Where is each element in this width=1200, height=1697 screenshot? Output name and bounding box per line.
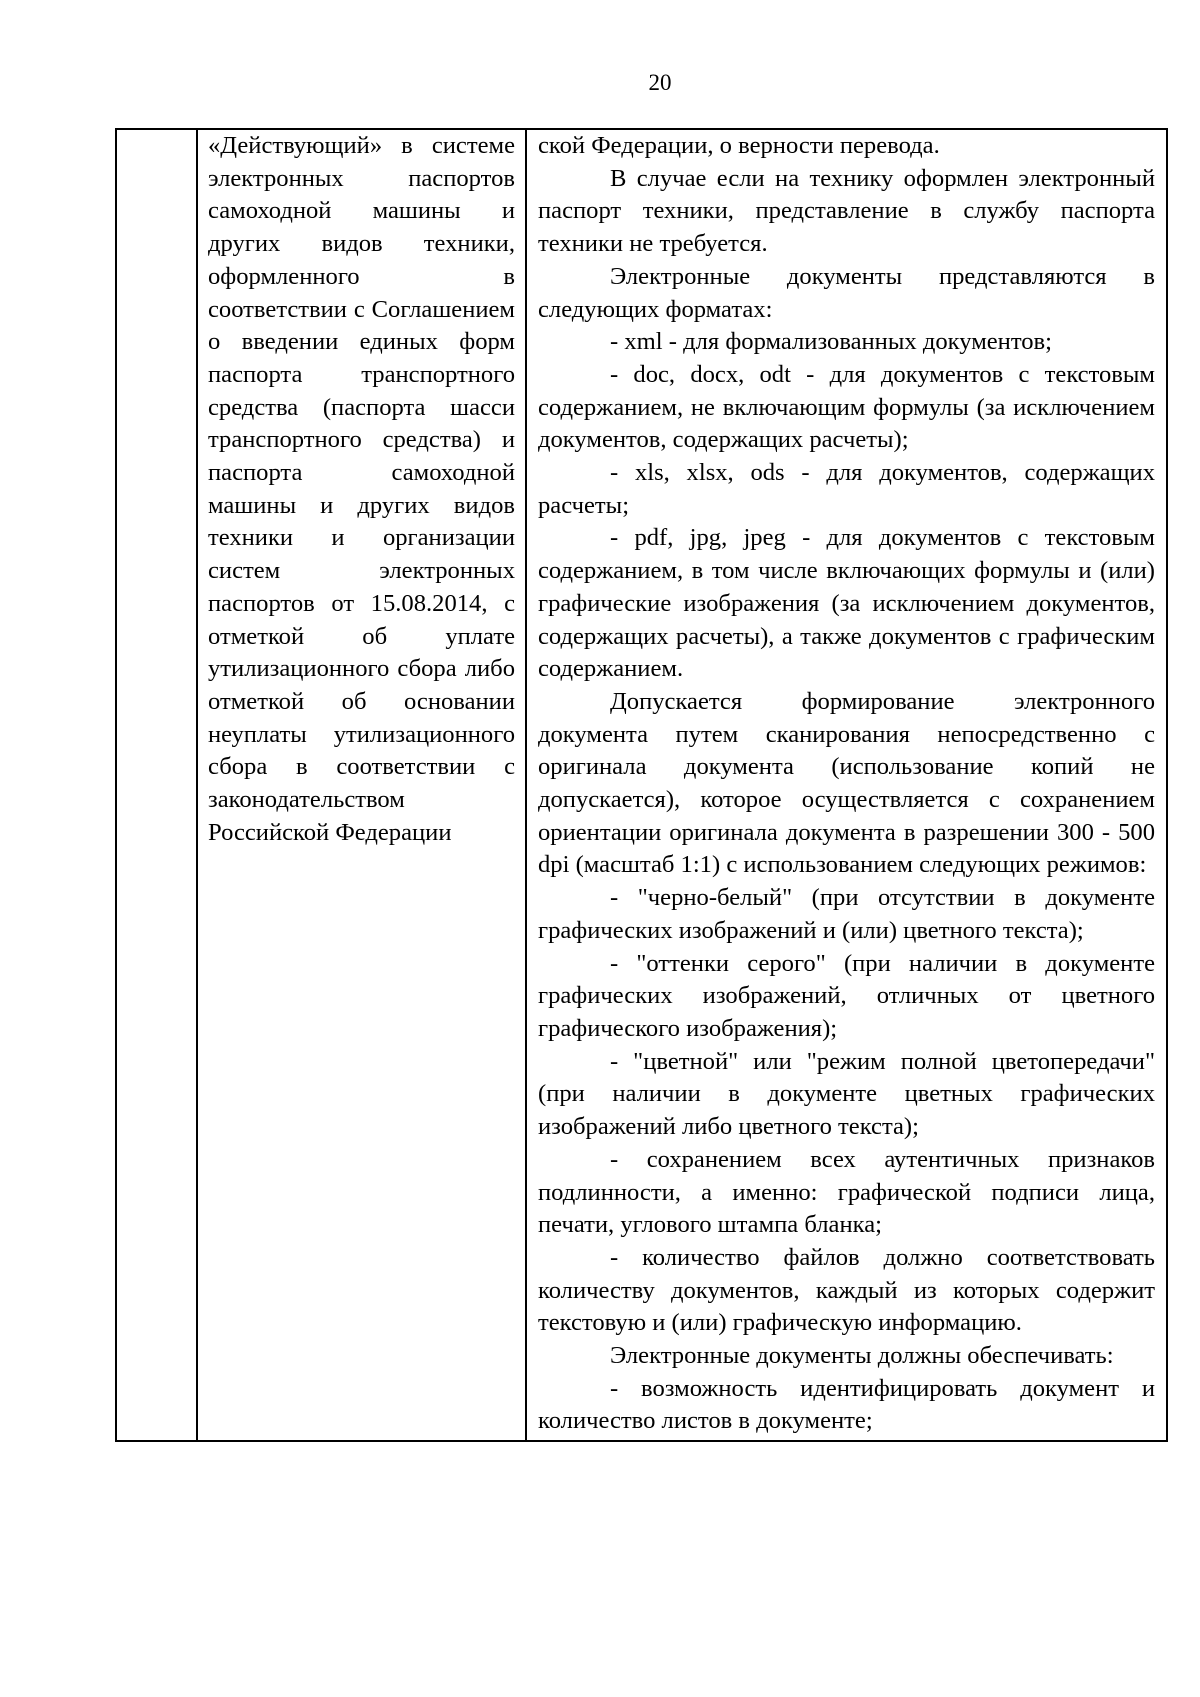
requirement-paragraph: - xls, xlsx, ods - для документов, содержащих расчеты; [538, 459, 1155, 519]
requirement-paragraph: - сохранением всех аутентичных признаков подлинности, а именно: графической подписи лица, печати, углового штампа бланка; [538, 1145, 1155, 1239]
requirement-paragraph: Электронные документы представляются в следующих форматах: [538, 262, 1155, 323]
page-number: 20 [648, 70, 672, 95]
table-row [116, 129, 1167, 1441]
requirements-text [538, 130, 1155, 1438]
requirement-paragraph: В случае если на технику оформлен электронный паспорт техники, представление в службу паспорта техники не требуется. [538, 164, 1155, 258]
requirements-cell [526, 129, 1167, 1441]
document-name-text: «Действующий» в системе электронных паспортов самоходной машины и других видов техники, оформленного в соответствии с Соглашением о введении единых форм паспорта транспортного средства (паспорта шасси транспортного средства) и паспорта самоходной машины и других видов техники и организации систем электронных паспортов от 15.08.2014, с отметкой об уплате утилизационного сбора либо отметкой об основании неуплаты утилизационного сбора в соответствии с законодательством Российской Федерации [208, 132, 515, 846]
requirement-paragraph: - "цветной" или "режим полной цветопередачи" (при наличии в документе цветных графических изображений либо цветного текста); [538, 1047, 1155, 1141]
requirement-paragraph: Допускается формирование электронного документа путем сканирования непосредственно с оригинала документа (использование копий не допускается), которое осуществляется с сохранением ориентации оригинала документа в разрешении 300 - 500 dpi (масштаб 1:1) с использованием следующих режимов: [538, 687, 1155, 879]
requirement-paragraph: - pdf, jpg, jpeg - для документов с текстовым содержанием, в том числе включающих формулы и (или) графические изображения (за исключением документов, содержащих расчеты), а также документов с графическим содержанием. [538, 524, 1155, 683]
row-number-cell [116, 129, 197, 1441]
requirement-paragraph: - xml - для формализованных документов; [610, 328, 1053, 356]
document-name-cell [197, 129, 526, 1441]
requirement-paragraph: ской Федерации, о верности перевода. [538, 132, 940, 159]
requirement-paragraph: - "черно-белый" (при отсутствии в документе графических изображений и (или) цветного текста); [538, 884, 1155, 944]
document-table [115, 128, 1168, 1442]
requirement-paragraph: Электронные документы должны обеспечивать: [610, 1342, 1114, 1370]
requirement-paragraph: - "оттенки серого" (при наличии в документе графических изображений, отличных от цветного графического изображения); [538, 949, 1155, 1042]
requirement-paragraph: - doc, docx, odt - для документов с текстовым содержанием, не включающим формулы (за исключением документов, содержащих расчеты); [538, 360, 1155, 454]
requirement-paragraph: - возможность идентифицировать документ и количество листов в документе; [538, 1374, 1155, 1435]
requirement-paragraph: - количество файлов должно соответствовать количеству документов, каждый из которых содержит текстовую и (или) графическую информацию. [538, 1243, 1155, 1337]
